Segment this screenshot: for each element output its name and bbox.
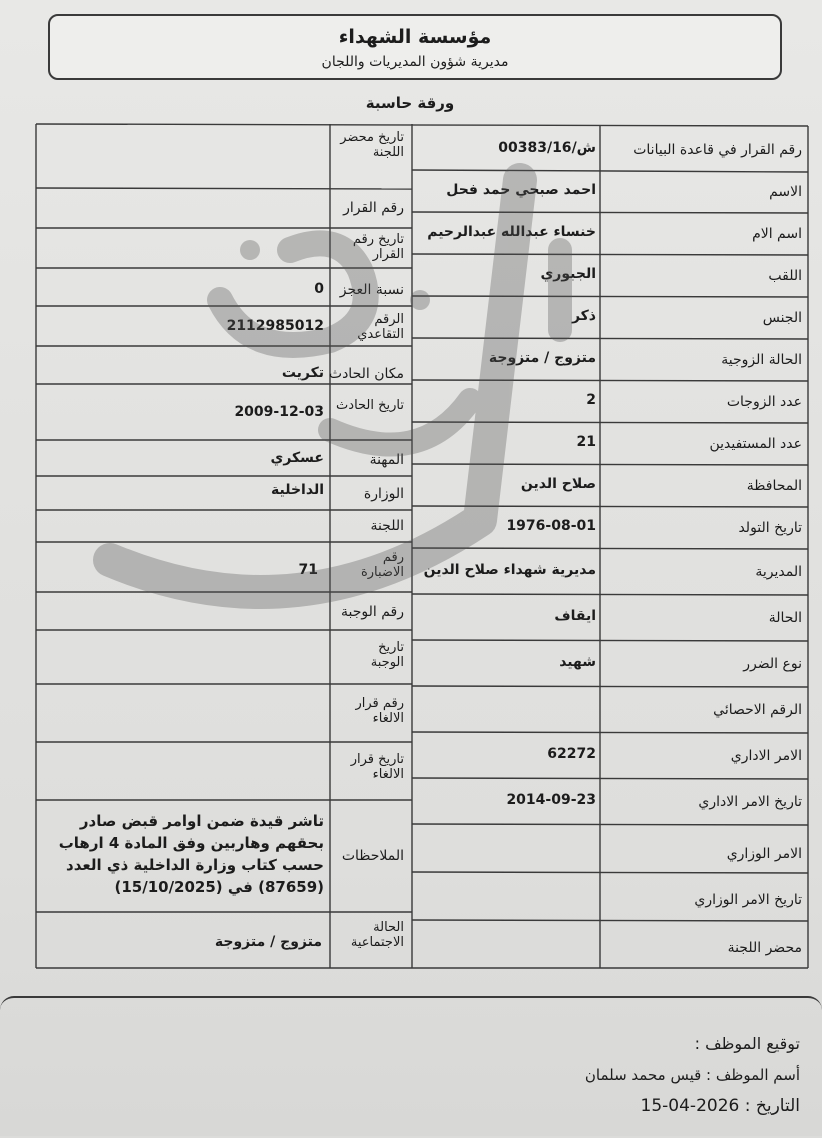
batch-no-label: رقم الوجبة <box>341 604 404 620</box>
admin-order-value: 62272 <box>547 746 596 762</box>
job-label: المهنة <box>369 452 404 468</box>
admin-date-value: 2014-09-23 <box>506 792 596 808</box>
governorate-value: صلاح الدين <box>520 476 596 492</box>
institution-subtitle: مديرية شؤون المديريات واللجان <box>321 54 509 70</box>
job-value: عسكري <box>270 450 324 466</box>
admin-order-label: الامر الاداري <box>730 748 802 764</box>
notes-value: تاشر قيدة ضمن اوامر قبض صادر بحقهم وهاربين وفق المادة 4 ارهاب حسب كتاب وزارة الداخلية ذي العدد (87659) في (15/10/2025) <box>58 812 324 896</box>
name-value: احمد صبحي حمد فحل <box>446 182 596 198</box>
committee-minutes-label: محضر اللجنة <box>727 940 802 956</box>
status-value: ايقاف <box>554 608 596 624</box>
batch-date-label: تاريخ الوجبة <box>370 640 404 670</box>
beneficiaries-value: 21 <box>576 434 596 450</box>
pension-label: الرقم التقاعدي <box>357 312 404 342</box>
status-label: الحالة <box>768 610 802 626</box>
decision-no-label: رقم القرار <box>343 200 404 216</box>
decision-db-label: رقم القرار في قاعدة البيانات <box>633 142 802 158</box>
committee-label: اللجنة <box>370 518 404 534</box>
pension-value: 2112985012 <box>226 318 324 334</box>
gender-label: الجنس <box>762 310 802 326</box>
damage-value: شهيد <box>559 654 596 670</box>
incident-place-value: تكريت <box>281 365 324 381</box>
birth-label: تاريخ التولد <box>738 520 802 536</box>
ministry-label: الوزارة <box>363 486 404 502</box>
ministry-value: الداخلية <box>271 482 324 498</box>
social-status-label: الحالة الاجتماعية <box>350 920 404 950</box>
cancel-date-label: تاريخ قرار الالغاء <box>350 752 404 782</box>
gender-value: ذكر <box>571 308 596 324</box>
incident-date-label: تاريخ الحادث <box>336 398 404 413</box>
ministerial-date-label: تاريخ الامر الوزاري <box>694 892 802 908</box>
marital-label: الحالة الزوجية <box>721 352 802 368</box>
damage-label: نوع الضرر <box>743 656 802 672</box>
sheet-title: ورقة حاسبة <box>365 94 455 112</box>
disability-value: 0 <box>314 281 324 297</box>
admin-date-label: تاريخ الامر الاداري <box>698 794 802 810</box>
file-no-label: رقم الاضبارة <box>360 550 404 580</box>
mother-value: خنساء عبدالله عبدالرحيم <box>427 224 596 240</box>
directorate-label: المديرية <box>755 564 802 580</box>
header-box <box>48 14 782 80</box>
incident-date-value: 2009-12-03 <box>234 404 324 420</box>
decision-db-value: ش/00383/16 <box>498 140 596 156</box>
name-label: الاسم <box>769 184 802 200</box>
surname-value: الجبوري <box>540 266 596 282</box>
wives-label: عدد الزوجات <box>726 394 802 410</box>
employee-name-line: أسم الموظف : قيس محمد سلمان <box>584 1066 800 1084</box>
date-line: التاريخ : 2026-04-15 <box>640 1096 800 1116</box>
beneficiaries-label: عدد المستفيدين <box>709 436 802 452</box>
social-status-value: متزوج / متزوجة <box>214 934 322 950</box>
ministerial-order-label: الامر الوزاري <box>726 846 802 862</box>
birth-value: 1976-08-01 <box>506 518 596 534</box>
cancel-no-label: رقم قرار الالغاء <box>355 696 404 726</box>
stat-number-label: الرقم الاحصائي <box>713 702 802 718</box>
notes-label: الملاحظات <box>341 848 404 864</box>
surname-label: اللقب <box>768 268 802 284</box>
file-no-value: 71 <box>298 562 318 578</box>
governorate-label: المحافظة <box>746 478 802 494</box>
decision-date-label: تاريخ رقم القرار <box>352 232 404 262</box>
institution-title: مؤسسة الشهداء <box>338 26 492 48</box>
incident-place-label: مكان الحادث <box>328 366 404 382</box>
signature-line: توقيع الموظف : <box>694 1034 800 1053</box>
marital-value: متزوج / متزوجة <box>488 350 596 366</box>
wives-value: 2 <box>586 392 596 408</box>
mother-label: اسم الام <box>752 226 802 242</box>
directorate-value: مديرية شهداء صلاح الدين <box>423 562 596 578</box>
minutes-date-label: تاريخ محضر اللجنة <box>340 130 404 160</box>
disability-label: نسبة العجز <box>339 282 404 298</box>
